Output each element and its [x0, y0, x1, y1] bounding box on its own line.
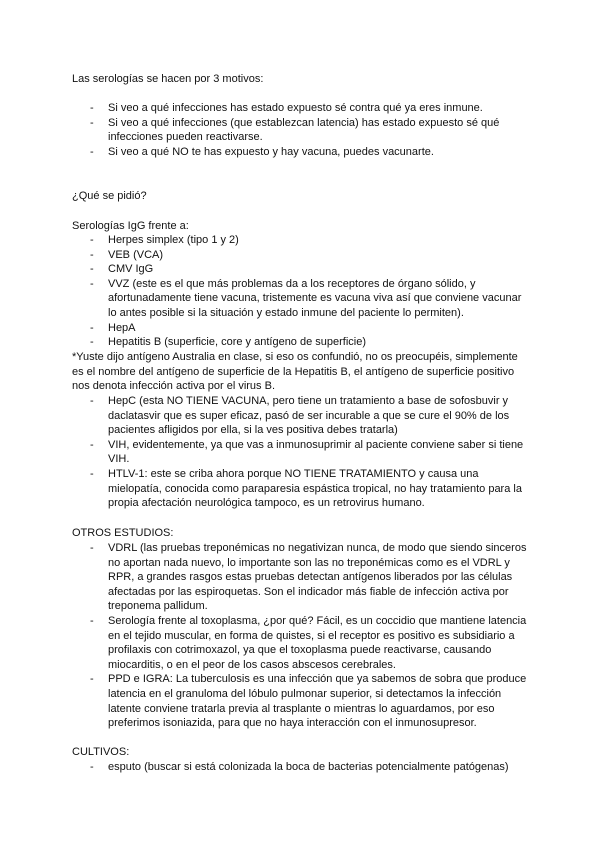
list-item: - HepC (esta NO TIENE VACUNA, pero tiene un tratamiento a base de sofosbuvir y daclatasvir que es super eficaz, pasó de ser incurable a que se cure el 90% de los pacientes afligidos por ella, si la ves positiva debes tratarla)	[72, 394, 532, 438]
cultivos-heading: CULTIVOS:	[72, 746, 130, 758]
list-item: - HTLV-1: este se criba ahora porque NO TIENE TRATAMIENTO y causa una mielopatía, conocida como paraparesia espástica tropical, no hay tratamiento para la propia afectación neurológica tampoco, es un retrovirus humano.	[72, 467, 532, 511]
list-item: - Si veo a qué NO te has expuesto y hay vacuna, puedes vacunarte.	[72, 145, 532, 160]
serologias-heading: Serologías IgG frente a:	[72, 220, 189, 232]
list-item: - CMV IgG	[72, 262, 532, 277]
cultivos-list	[72, 760, 532, 775]
list-item: - HepA	[72, 321, 532, 336]
motivos-list	[72, 101, 532, 159]
list-item: - VEB (VCA)	[72, 248, 532, 263]
list-item: - PPD e IGRA: La tuberculosis es una infección que ya sabemos de sobra que produce latencia en el granuloma del lóbulo pulmonar superior, si detectamos la infección latente conviene tratarla previa al trasplante o mientras lo aguardamos, por eso preferimos isoniazida, para que no haya interacción con el inmunosupresor.	[72, 672, 532, 730]
intro-text: Las serologías se hacen por 3 motivos:	[72, 73, 264, 85]
australia-note: *Yuste dijo antígeno Australia en clase, si eso os confundió, no os preocupéis, simplemente es el nombre del antígeno de superficie de la Hepatitis B, el antígeno de superficie positivo nos denota infección activa por el virus B.	[72, 351, 518, 393]
list-item: - VIH, evidentemente, ya que vas a inmunosuprimir al paciente conviene saber si tiene VIH.	[72, 438, 532, 467]
otros-estudios-list	[72, 541, 532, 731]
question-heading: ¿Qué se pidió?	[72, 190, 147, 202]
list-item: - Si veo a qué infecciones (que establezcan latencia) has estado expuesto sé qué infecciones pueden reactivarse.	[72, 116, 532, 145]
list-item: - Herpes simplex (tipo 1 y 2)	[72, 233, 532, 248]
list-item: - Hepatitis B (superficie, core y antígeno de superficie)	[72, 335, 532, 350]
serologias-list	[72, 233, 532, 350]
list-item: - esputo (buscar si está colonizada la boca de bacterias potencialmente patógenas)	[72, 760, 532, 775]
list-item: - Serología frente al toxoplasma, ¿por qué? Fácil, es un coccidio que mantiene latencia en el tejido muscular, en forma de quistes, si el receptor es positivo es subsidiario a profilaxis con cotrimoxazol, ya que el toxoplasma puede reactivarse, causando miocarditis, o en el peor de los casos abscesos cerebrales.	[72, 614, 532, 672]
list-item: - VDRL (las pruebas treponémicas no negativizan nunca, de modo que siendo sinceros no aportan nada nuevo, lo importante son las no treponémicas como es el VDRL y RPR, a grandes rasgos estas pruebas detectan antígenos liberados por las células afectadas por las espiroquetas. Son el indicador más fiable de infección activa por treponema pallidum.	[72, 541, 532, 614]
serologias-list-continued	[72, 394, 532, 511]
list-item: - VVZ (este es el que más problemas da a los receptores de órgano sólido, y afortunadamente tiene vacuna, tristemente es vacuna viva así que conviene vacunar lo antes posible si la situación y estado inmune del paciente lo permiten).	[72, 277, 532, 321]
otros-estudios-heading: OTROS ESTUDIOS:	[72, 527, 174, 539]
list-item: - Si veo a qué infecciones has estado expuesto sé contra qué ya eres inmune.	[72, 101, 532, 116]
